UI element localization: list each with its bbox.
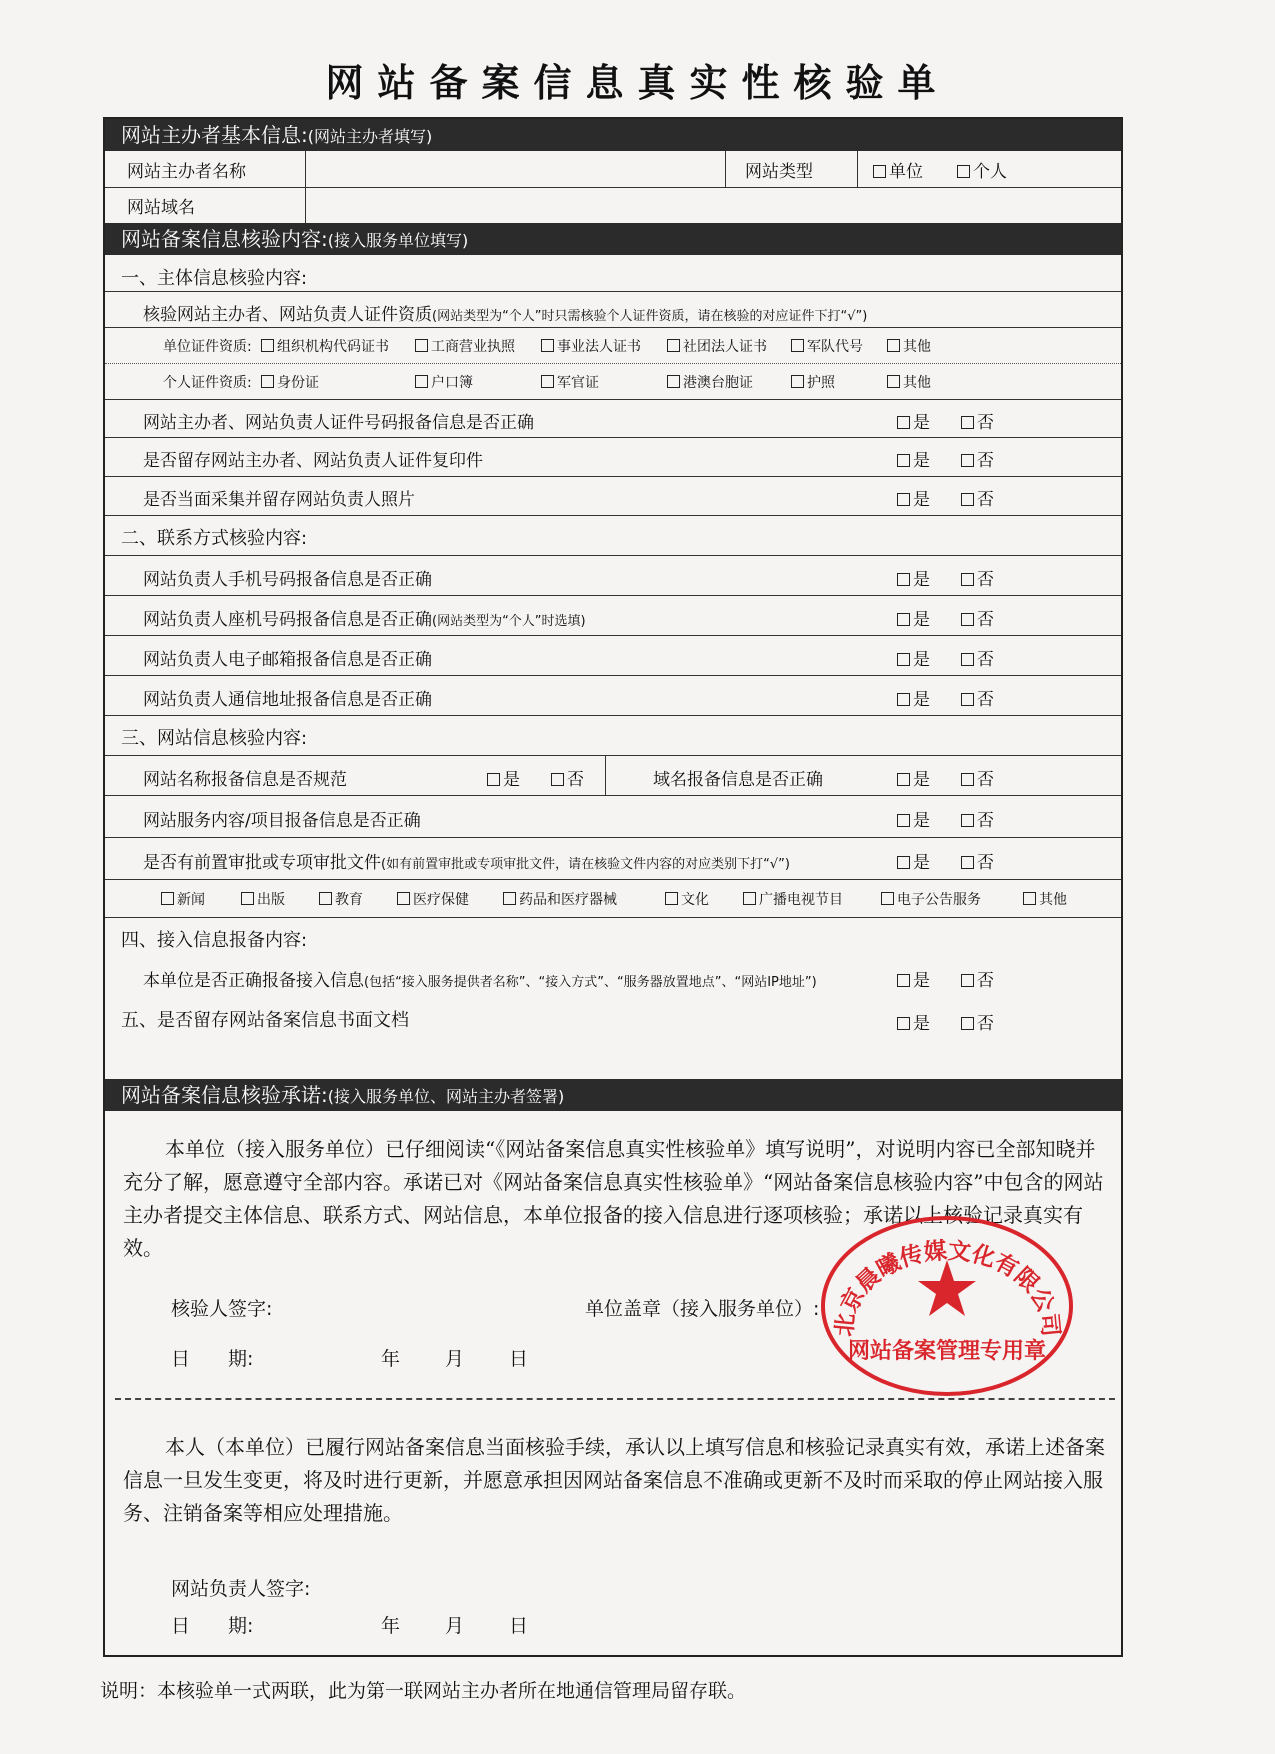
commit-section-title: 网站备案信息核验承诺: xyxy=(121,1083,328,1107)
checkbox-icon xyxy=(897,416,910,429)
yes-checkbox[interactable]: 是 xyxy=(897,645,930,670)
day-label: 日 xyxy=(509,1348,529,1370)
checkbox-icon xyxy=(415,339,428,352)
p3-q1: 网站名称报备信息是否规范 xyxy=(143,770,347,790)
no-checkbox[interactable]: 否 xyxy=(961,485,994,510)
unit-cert-option[interactable]: 社团法人证书 xyxy=(667,336,767,356)
no-checkbox[interactable]: 否 xyxy=(961,1009,994,1034)
category-option[interactable]: 广播电视节目 xyxy=(743,889,843,909)
checkbox-icon xyxy=(897,454,910,467)
unit-cert-option[interactable]: 军队代号 xyxy=(791,336,863,356)
personal-cert-option[interactable]: 护照 xyxy=(791,372,835,392)
yes-checkbox[interactable]: 是 xyxy=(897,765,930,790)
checkbox-icon xyxy=(897,493,910,506)
checkbox-icon xyxy=(397,892,410,905)
unit-cert-option[interactable]: 事业法人证书 xyxy=(541,336,641,356)
site-type-personal-checkbox[interactable] xyxy=(957,157,1007,182)
checkbox-icon xyxy=(961,454,974,467)
checkbox-icon xyxy=(961,493,974,506)
personal-cert-option[interactable]: 户口簿 xyxy=(415,372,473,392)
checkbox-icon xyxy=(887,339,900,352)
checkbox-icon xyxy=(897,693,910,706)
site-type-unit-checkbox[interactable] xyxy=(873,157,923,182)
owner-section-title: 网站主办者基本信息: xyxy=(121,123,308,147)
yes-checkbox[interactable]: 是 xyxy=(897,565,930,590)
checkbox-icon xyxy=(961,814,974,827)
yes-checkbox[interactable]: 是 xyxy=(897,605,930,630)
no-checkbox[interactable]: 否 xyxy=(961,565,994,590)
checkbox-icon xyxy=(961,974,974,987)
category-option[interactable]: 出版 xyxy=(241,889,285,909)
unit-cert-option[interactable]: 其他 xyxy=(887,336,931,356)
yes-checkbox[interactable]: 是 xyxy=(897,446,930,471)
checkbox-icon xyxy=(897,613,910,626)
personal-cert-option[interactable]: 身份证 xyxy=(261,372,319,392)
domain-label: 网站域名 xyxy=(127,198,195,218)
checkbox-icon xyxy=(541,375,554,388)
checkbox-icon xyxy=(897,856,910,869)
p1-q3: 是否当面采集并留存网站负责人照片 xyxy=(143,490,415,510)
checkbox-icon xyxy=(319,892,332,905)
yes-checkbox[interactable]: 是 xyxy=(487,765,520,790)
category-option[interactable]: 文化 xyxy=(665,889,709,909)
yes-checkbox[interactable]: 是 xyxy=(897,966,930,991)
year-label: 年 xyxy=(381,1348,401,1370)
owner-day-label: 日 xyxy=(509,1615,529,1637)
p2-q4: 网站负责人通信地址报备信息是否正确 xyxy=(143,690,432,710)
owner-commitment-paragraph: 本人（本单位）已履行网站备案信息当面核验手续，承认以上填写信息和核验记录真实有效，承诺上述备案信息一旦发生变更，将及时进行更新，并愿意承担因网站备案信息不准确或更新不及时而采取的停止网站接入服务、注销备案等相应处理措施。 xyxy=(123,1435,1105,1525)
checkbox-icon xyxy=(665,892,678,905)
checkbox-icon xyxy=(791,375,804,388)
p1-q2: 是否留存网站主办者、网站负责人证件复印件 xyxy=(143,451,483,471)
checkbox-icon xyxy=(1023,892,1036,905)
part1-heading: 一、主体信息核验内容: xyxy=(121,268,308,289)
checkbox-icon xyxy=(667,339,680,352)
verify-section-note: (接入服务单位填写) xyxy=(327,231,469,250)
no-checkbox[interactable]: 否 xyxy=(961,645,994,670)
verification-form xyxy=(103,117,1123,1657)
no-checkbox[interactable]: 否 xyxy=(961,765,994,790)
part3-heading: 三、网站信息核验内容: xyxy=(121,728,308,749)
checkbox-icon xyxy=(897,773,910,786)
no-checkbox[interactable]: 否 xyxy=(961,605,994,630)
p2-q2: 网站负责人座机号码报备信息是否正确(网站类型为“个人”时选填) xyxy=(143,610,586,630)
checkbox-icon xyxy=(791,339,804,352)
checkbox-icon xyxy=(961,693,974,706)
unit-cert-option[interactable]: 组织机构代码证书 xyxy=(261,336,389,356)
month-label: 月 xyxy=(445,1348,465,1370)
no-checkbox[interactable]: 否 xyxy=(961,685,994,710)
commit-section-note: (接入服务单位、网站主办者签署) xyxy=(327,1087,565,1106)
yes-checkbox[interactable]: 是 xyxy=(897,408,930,433)
yes-checkbox[interactable]: 是 xyxy=(897,1009,930,1034)
personal-cert-label: 个人证件资质: xyxy=(163,375,252,391)
personal-cert-option[interactable]: 其他 xyxy=(887,372,931,392)
p3-q1b: 域名报备信息是否正确 xyxy=(653,770,823,790)
checkbox-icon xyxy=(897,974,910,987)
p3-q2: 网站服务内容/项目报备信息是否正确 xyxy=(143,811,421,831)
checkbox-icon xyxy=(743,892,756,905)
personal-cert-option[interactable]: 军官证 xyxy=(541,372,599,392)
checkbox-icon xyxy=(897,653,910,666)
checkbox-icon xyxy=(881,892,894,905)
owner-date-label: 日 期: xyxy=(171,1615,254,1637)
no-checkbox[interactable]: 否 xyxy=(961,848,994,873)
checkbox-icon xyxy=(487,773,500,786)
checkbox-icon xyxy=(261,339,274,352)
category-option[interactable]: 其他 xyxy=(1023,889,1067,909)
part5-heading: 五、是否留存网站备案信息书面文档 xyxy=(121,1010,409,1031)
checkbox-icon xyxy=(161,892,174,905)
no-checkbox[interactable]: 否 xyxy=(961,806,994,831)
verify-section-title: 网站备案信息核验内容: xyxy=(121,227,328,251)
verify-section-header xyxy=(105,223,1121,255)
no-checkbox[interactable]: 否 xyxy=(961,446,994,471)
site-type-label: 网站类型 xyxy=(745,162,813,182)
seal-inner-text: 网站备案管理专用章 xyxy=(847,1338,1047,1364)
checkbox-icon xyxy=(541,339,554,352)
checkbox-icon xyxy=(887,375,900,388)
company-seal-stamp xyxy=(815,1208,1080,1398)
owner-name-label: 网站主办者名称 xyxy=(127,162,246,182)
seal-star-icon xyxy=(918,1260,976,1316)
part4-heading: 四、接入信息报备内容: xyxy=(121,930,308,951)
yes-checkbox[interactable]: 是 xyxy=(897,806,930,831)
checkbox-icon xyxy=(961,856,974,869)
checkbox-icon xyxy=(667,375,680,388)
site-type-unit-label: 单位 xyxy=(889,162,923,182)
checkbox-icon xyxy=(551,773,564,786)
unit-cert-label: 单位证件资质: xyxy=(163,339,252,355)
no-checkbox[interactable]: 否 xyxy=(551,765,584,790)
checkbox-icon xyxy=(897,1017,910,1030)
p1-q1: 网站主办者、网站负责人证件号码报备信息是否正确 xyxy=(143,413,534,433)
owner-year-label: 年 xyxy=(381,1615,401,1637)
personal-cert-option[interactable]: 港澳台胞证 xyxy=(667,372,753,392)
no-checkbox[interactable]: 否 xyxy=(961,408,994,433)
checkbox-icon xyxy=(961,773,974,786)
p2-q3: 网站负责人电子邮箱报备信息是否正确 xyxy=(143,650,432,670)
yes-checkbox[interactable]: 是 xyxy=(897,848,930,873)
checkbox-icon xyxy=(503,892,516,905)
checkbox-icon xyxy=(961,1017,974,1030)
category-option[interactable]: 医疗保健 xyxy=(397,889,469,909)
yes-checkbox[interactable]: 是 xyxy=(897,685,930,710)
p3-q3: 是否有前置审批或专项审批文件(如有前置审批或专项审批文件，请在核验文件内容的对应类别下打“√”) xyxy=(143,853,790,873)
cut-line xyxy=(115,1398,1115,1400)
owner-signature-label: 网站负责人签字: xyxy=(171,1578,311,1600)
category-option[interactable]: 药品和医疗器械 xyxy=(503,889,617,909)
p2-q1: 网站负责人手机号码报备信息是否正确 xyxy=(143,570,432,590)
checkbox-icon xyxy=(961,613,974,626)
site-type-personal-label: 个人 xyxy=(973,162,1007,182)
category-option[interactable]: 电子公告服务 xyxy=(881,889,981,909)
commit-section-header xyxy=(105,1079,1121,1111)
owner-section-header xyxy=(105,119,1121,151)
checkbox-icon xyxy=(873,165,886,178)
checkbox-icon xyxy=(897,814,910,827)
category-option[interactable]: 教育 xyxy=(319,889,363,909)
checkbox-icon xyxy=(957,165,970,178)
checkbox-icon xyxy=(961,416,974,429)
owner-month-label: 月 xyxy=(445,1615,465,1637)
category-option[interactable]: 新闻 xyxy=(161,889,205,909)
checkbox-icon xyxy=(961,653,974,666)
checkbox-icon xyxy=(415,375,428,388)
owner-section-note: (网站主办者填写) xyxy=(307,127,433,146)
verifier-signature-label: 核验人签字: xyxy=(171,1298,273,1320)
cert-check-text: 核验网站主办者、网站负责人证件资质(网站类型为“个人”时只需核验个人证件资质，请在核验的对应证件下打“√”) xyxy=(143,305,868,325)
unit-seal-label: 单位盖章（接入服务单位）: xyxy=(585,1298,820,1320)
page-title: 网站备案信息真实性核验单 xyxy=(325,60,950,105)
checkbox-icon xyxy=(241,892,254,905)
checkbox-icon xyxy=(261,375,274,388)
seal-ring-text: 北京晨曦传媒文化有限公司 xyxy=(830,1237,1065,1338)
p4-q1: 本单位是否正确报备接入信息(包括“接入服务提供者名称”、“接入方式”、“服务器放置地点”、“网站IP地址”) xyxy=(143,971,817,991)
part2-heading: 二、联系方式核验内容: xyxy=(121,528,308,549)
checkbox-icon xyxy=(961,573,974,586)
yes-checkbox[interactable]: 是 xyxy=(897,485,930,510)
footer-note: 说明：本核验单一式两联，此为第一联网站主办者所在地通信管理局留存联。 xyxy=(100,1680,747,1702)
unit-cert-option[interactable]: 工商营业执照 xyxy=(415,336,515,356)
date-label: 日 期: xyxy=(171,1348,254,1370)
commitment-paragraph: 本单位（接入服务单位）已仔细阅读“《网站备案信息真实性核验单》填写说明”，对说明内容已全部知晓并充分了解，愿意遵守全部内容。承诺已对《网站备案信息真实性核验单》“网站备案信息核验内容”中包含的网站主办者提交主体信息、联系方式、网站信息，本单位报备的接入信息进行逐项核验；承诺以上核验记录真实有效。 xyxy=(123,1137,1104,1260)
no-checkbox[interactable]: 否 xyxy=(961,966,994,991)
checkbox-icon xyxy=(897,573,910,586)
